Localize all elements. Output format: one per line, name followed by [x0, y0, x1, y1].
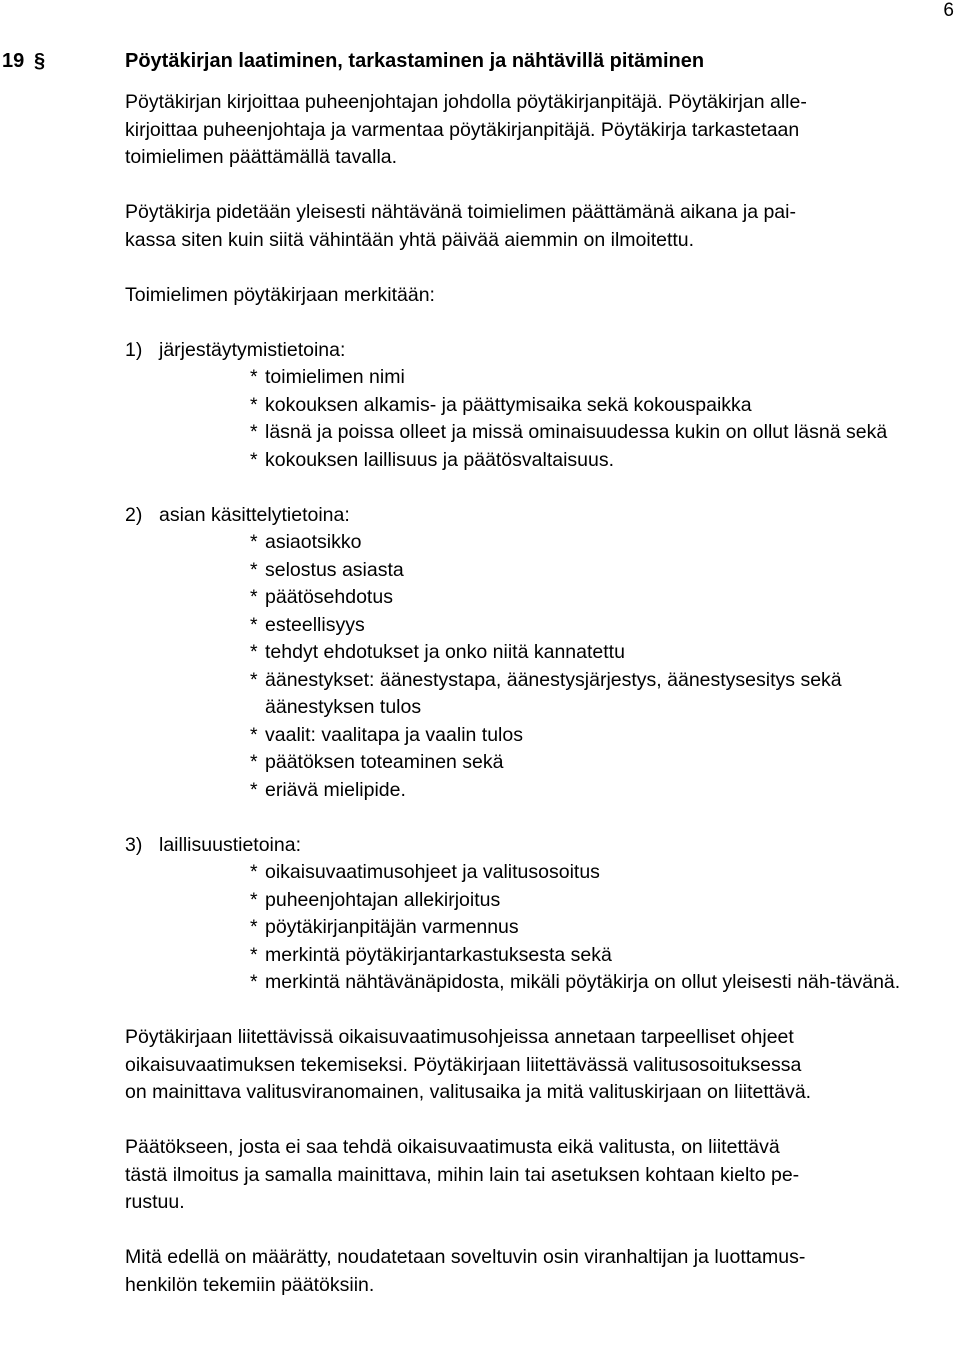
asterisk-bullet: * [250, 778, 258, 801]
list-item: * pöytäkirjanpitäjän varmennus [125, 914, 955, 942]
list-item: * eriävä mielipide. [125, 777, 955, 805]
list-heading [125, 502, 955, 530]
list-item: * selostus asiasta [125, 557, 955, 585]
asterisk-bullet: * [250, 943, 258, 966]
asterisk-bullet: * [250, 558, 258, 581]
asterisk-bullet: * [250, 723, 258, 746]
asterisk-bullet: * [250, 613, 258, 636]
asterisk-bullet: * [250, 916, 258, 938]
paragraph-public-display [125, 199, 955, 254]
paragraph-drafting [125, 89, 955, 172]
text-line: kirjoittaa puheenjohtaja ja varmentaa pöytäkirjanpitäjä. Pöytäkirja tarkastetaan [125, 118, 800, 141]
section-number: 19 [2, 50, 25, 72]
list-heading-text: järjestäytymistietoina: [159, 338, 346, 361]
text-line: rustuu. [125, 1191, 185, 1213]
list-item: * läsnä ja poissa olleet ja missä ominaisuudessa kukin on ollut läsnä sekä [125, 419, 955, 447]
list-heading-text: asian käsittelytietoina: [159, 503, 350, 526]
asterisk-bullet: * [250, 668, 258, 691]
text-line: Pöytäkirja pidetään yleisesti nähtävänä toimielimen päättämänä aikana ja pai- [125, 201, 796, 223]
list-item: * puheenjohtajan allekirjoitus [125, 887, 955, 915]
bullet-list [125, 859, 955, 997]
list-heading [125, 337, 955, 365]
asterisk-bullet: * [250, 751, 258, 773]
list-number: 2) [125, 503, 143, 526]
list-heading [125, 832, 955, 860]
asterisk-bullet: * [250, 861, 258, 883]
text-line: tästä ilmoitus ja samalla mainittava, mihin lain tai asetuksen kohtaan kielto pe- [125, 1163, 800, 1186]
list-item: * vaalit: vaalitapa ja vaalin tulos [125, 722, 955, 750]
text-line: kassa siten kuin siitä vähintään yhtä päivää aiemmin on ilmoitettu. [125, 228, 695, 251]
text-line: Toimielimen pöytäkirjaan merkitään: [125, 283, 435, 306]
asterisk-bullet: * [250, 421, 258, 443]
list-item: * tehdyt ehdotukset ja onko niitä kannatettu [125, 639, 955, 667]
list-item: * äänestykset: äänestystapa, äänestysjärjestys, äänestysesitys sekä äänestyksen tulos [250, 668, 842, 718]
list-item: * asiaotsikko [125, 529, 955, 557]
asterisk-bullet: * [250, 586, 258, 608]
asterisk-bullet: * [250, 448, 258, 471]
text-line: Pöytäkirjan kirjoittaa puheenjohtajan johdolla pöytäkirjanpitäjä. Pöytäkirjan alle- [125, 91, 807, 113]
text-line: henkilön tekemiin päätöksiin. [125, 1273, 375, 1296]
list-item: * merkintä pöytäkirjantarkastuksesta sekä [125, 942, 955, 970]
asterisk-bullet: * [250, 366, 258, 388]
asterisk-bullet: * [250, 971, 258, 993]
section-header [0, 46, 960, 76]
document-body [125, 89, 955, 1327]
text-line: Päätökseen, josta ei saa tehdä oikaisuvaatimusta eikä valitusta, on liitettävä [125, 1136, 780, 1158]
asterisk-bullet: * [250, 531, 258, 553]
paragraph-no-appeal-notice [125, 1134, 955, 1217]
list-item: * toimielimen nimi [125, 364, 955, 392]
list-item: * päätöksen toteaminen sekä [125, 749, 955, 777]
text-line: toimielimen päättämällä tavalla. [125, 146, 398, 168]
list-item: * kokouksen alkamis- ja päättymisaika sekä kokouspaikka [125, 392, 955, 420]
asterisk-bullet: * [250, 393, 258, 416]
paragraph-minutes-contents-intro [125, 282, 955, 310]
list-item: * merkintä nähtävänäpidosta, mikäli pöytäkirja on ollut yleisesti näh-tävänä. [125, 969, 955, 997]
list-legality-info [125, 832, 955, 997]
asterisk-bullet: * [250, 888, 258, 911]
text-line: Mitä edellä on määrätty, noudatetaan soveltuvin osin viranhaltijan ja luottamus- [125, 1246, 806, 1268]
list-heading-text: laillisuustietoina: [159, 833, 301, 856]
page-number: 6 [943, 0, 954, 21]
section-title: Pöytäkirjan laatiminen, tarkastaminen ja nähtävillä pitäminen [125, 50, 705, 72]
list-item: * oikaisuvaatimusohjeet ja valitusosoitus [125, 859, 955, 887]
bullet-list [125, 529, 955, 804]
list-number: 1) [125, 338, 143, 361]
text-line: oikaisuvaatimuksen tekemiseksi. Pöytäkirjaan liitettävässä valitusosoituksessa [125, 1053, 802, 1076]
asterisk-bullet: * [250, 641, 258, 663]
list-item: * päätösehdotus [125, 584, 955, 612]
bullet-list [125, 364, 955, 474]
text-line: on mainittava valitusviranomainen, valitusaika ja mitä valituskirjaan on liitettävä. [125, 1081, 812, 1103]
text-line: Pöytäkirjaan liitettävissä oikaisuvaatimusohjeissa annetaan tarpeelliset ohjeet [125, 1026, 794, 1048]
section-symbol: § [34, 50, 46, 72]
list-item: * kokouksen laillisuus ja päätösvaltaisuus. [125, 447, 955, 475]
list-number: 3) [125, 833, 143, 856]
paragraph-appeal-instructions [125, 1024, 955, 1107]
list-item: * esteellisyys [125, 612, 955, 640]
list-organization-info [125, 337, 955, 475]
list-case-handling-info [125, 502, 955, 805]
paragraph-officials-decisions [125, 1244, 955, 1299]
